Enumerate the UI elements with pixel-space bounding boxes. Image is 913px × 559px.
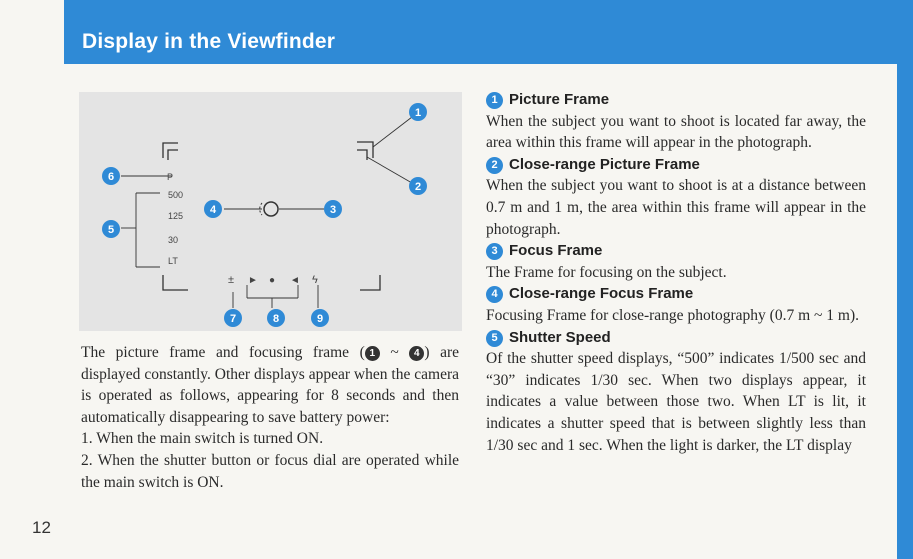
svg-text:5: 5 xyxy=(107,224,115,236)
marker-2 xyxy=(409,177,427,195)
intro-text-part: The picture frame and focusing frame ( xyxy=(81,344,365,361)
marker-7 xyxy=(224,309,242,327)
speed-label-p: P xyxy=(167,172,174,182)
section-close-range-picture-frame xyxy=(486,154,866,240)
flash-icon: ϟ xyxy=(312,274,318,286)
section-close-range-focus-frame xyxy=(486,283,866,326)
section-body: Focusing Frame for close-range photography (0.7 m ~ 1 m). xyxy=(486,306,859,324)
page-title: Display in the Viewfinder xyxy=(82,30,336,53)
section-body: The Frame for focusing on the subject. xyxy=(486,263,727,281)
section-number: 1 xyxy=(486,92,503,109)
svg-text:4: 4 xyxy=(209,204,217,216)
marker-6 xyxy=(102,167,120,185)
section-heading: Picture Frame xyxy=(509,91,610,108)
section-heading: Shutter Speed xyxy=(509,328,611,346)
tilde: ~ xyxy=(379,344,410,361)
section-body: When the subject you want to shoot is at a distance between 0.7 m and 1 m, the area within this frame will appear in the photograph. xyxy=(486,177,866,238)
exposure-comp-icon: ± xyxy=(228,274,235,286)
badge-4: 4 xyxy=(409,346,424,361)
marker-4 xyxy=(204,200,222,218)
badge-1: 1 xyxy=(365,346,380,361)
page-number: 12 xyxy=(32,518,51,537)
svg-text:8: 8 xyxy=(272,313,280,325)
intro-text-rest: ) are displayed constantly. Other displays appear when the camera is operated as follows, appearing for 8 seconds and then automatically disappearing to save battery power: xyxy=(81,344,459,426)
speed-label-lt: LT xyxy=(168,256,178,266)
focus-frame xyxy=(260,202,278,216)
list-item-2: 2. When the shutter button or focus dial are operated while the main switch is ON. xyxy=(81,451,459,491)
focus-far-icon: ► xyxy=(248,275,258,286)
section-number: 2 xyxy=(486,157,503,174)
svg-text:1: 1 xyxy=(414,107,422,119)
focus-near-icon: ◄ xyxy=(290,275,300,286)
focus-ok-icon: ● xyxy=(269,275,276,286)
section-heading: Close-range Picture Frame xyxy=(509,155,700,173)
marker-8 xyxy=(267,309,285,327)
speed-label-500: 500 xyxy=(168,190,184,200)
svg-text:3: 3 xyxy=(329,204,337,216)
svg-text:7: 7 xyxy=(229,313,237,325)
section-focus-frame xyxy=(486,240,866,283)
marker-9 xyxy=(311,309,329,327)
marker-1 xyxy=(409,103,427,121)
svg-text:9: 9 xyxy=(316,313,324,325)
list-item-1: 1. When the main switch is turned ON. xyxy=(81,430,324,448)
section-body: When the subject you want to shoot is located far away, the area within this frame will appear in the photograph. xyxy=(486,112,866,152)
marker-5 xyxy=(102,220,120,238)
section-heading: Close-range Focus Frame xyxy=(509,285,694,303)
speed-label-30: 30 xyxy=(168,235,179,245)
intro-paragraph xyxy=(81,342,459,428)
svg-text:6: 6 xyxy=(107,171,115,183)
section-number: 3 xyxy=(486,243,503,260)
section-shutter-speed xyxy=(486,327,866,457)
sections-column xyxy=(486,89,866,456)
intro-text xyxy=(81,342,459,493)
section-heading: Focus Frame xyxy=(509,242,603,260)
speed-label-125: 125 xyxy=(168,211,184,221)
section-number: 4 xyxy=(486,286,503,303)
section-picture-frame xyxy=(486,89,866,154)
svg-text:2: 2 xyxy=(414,181,422,193)
section-body: Of the shutter speed displays, “500” indicates 1/500 sec and “30” indicates 1/30 sec. When two displays appear, it indicates a value between those two. When LT is lit, it indicates a shutter speed that is between slightly less than 1/30 sec and 1 sec. When the light is darker, the LT display xyxy=(486,350,866,454)
marker-3 xyxy=(324,200,342,218)
section-number: 5 xyxy=(486,330,503,347)
